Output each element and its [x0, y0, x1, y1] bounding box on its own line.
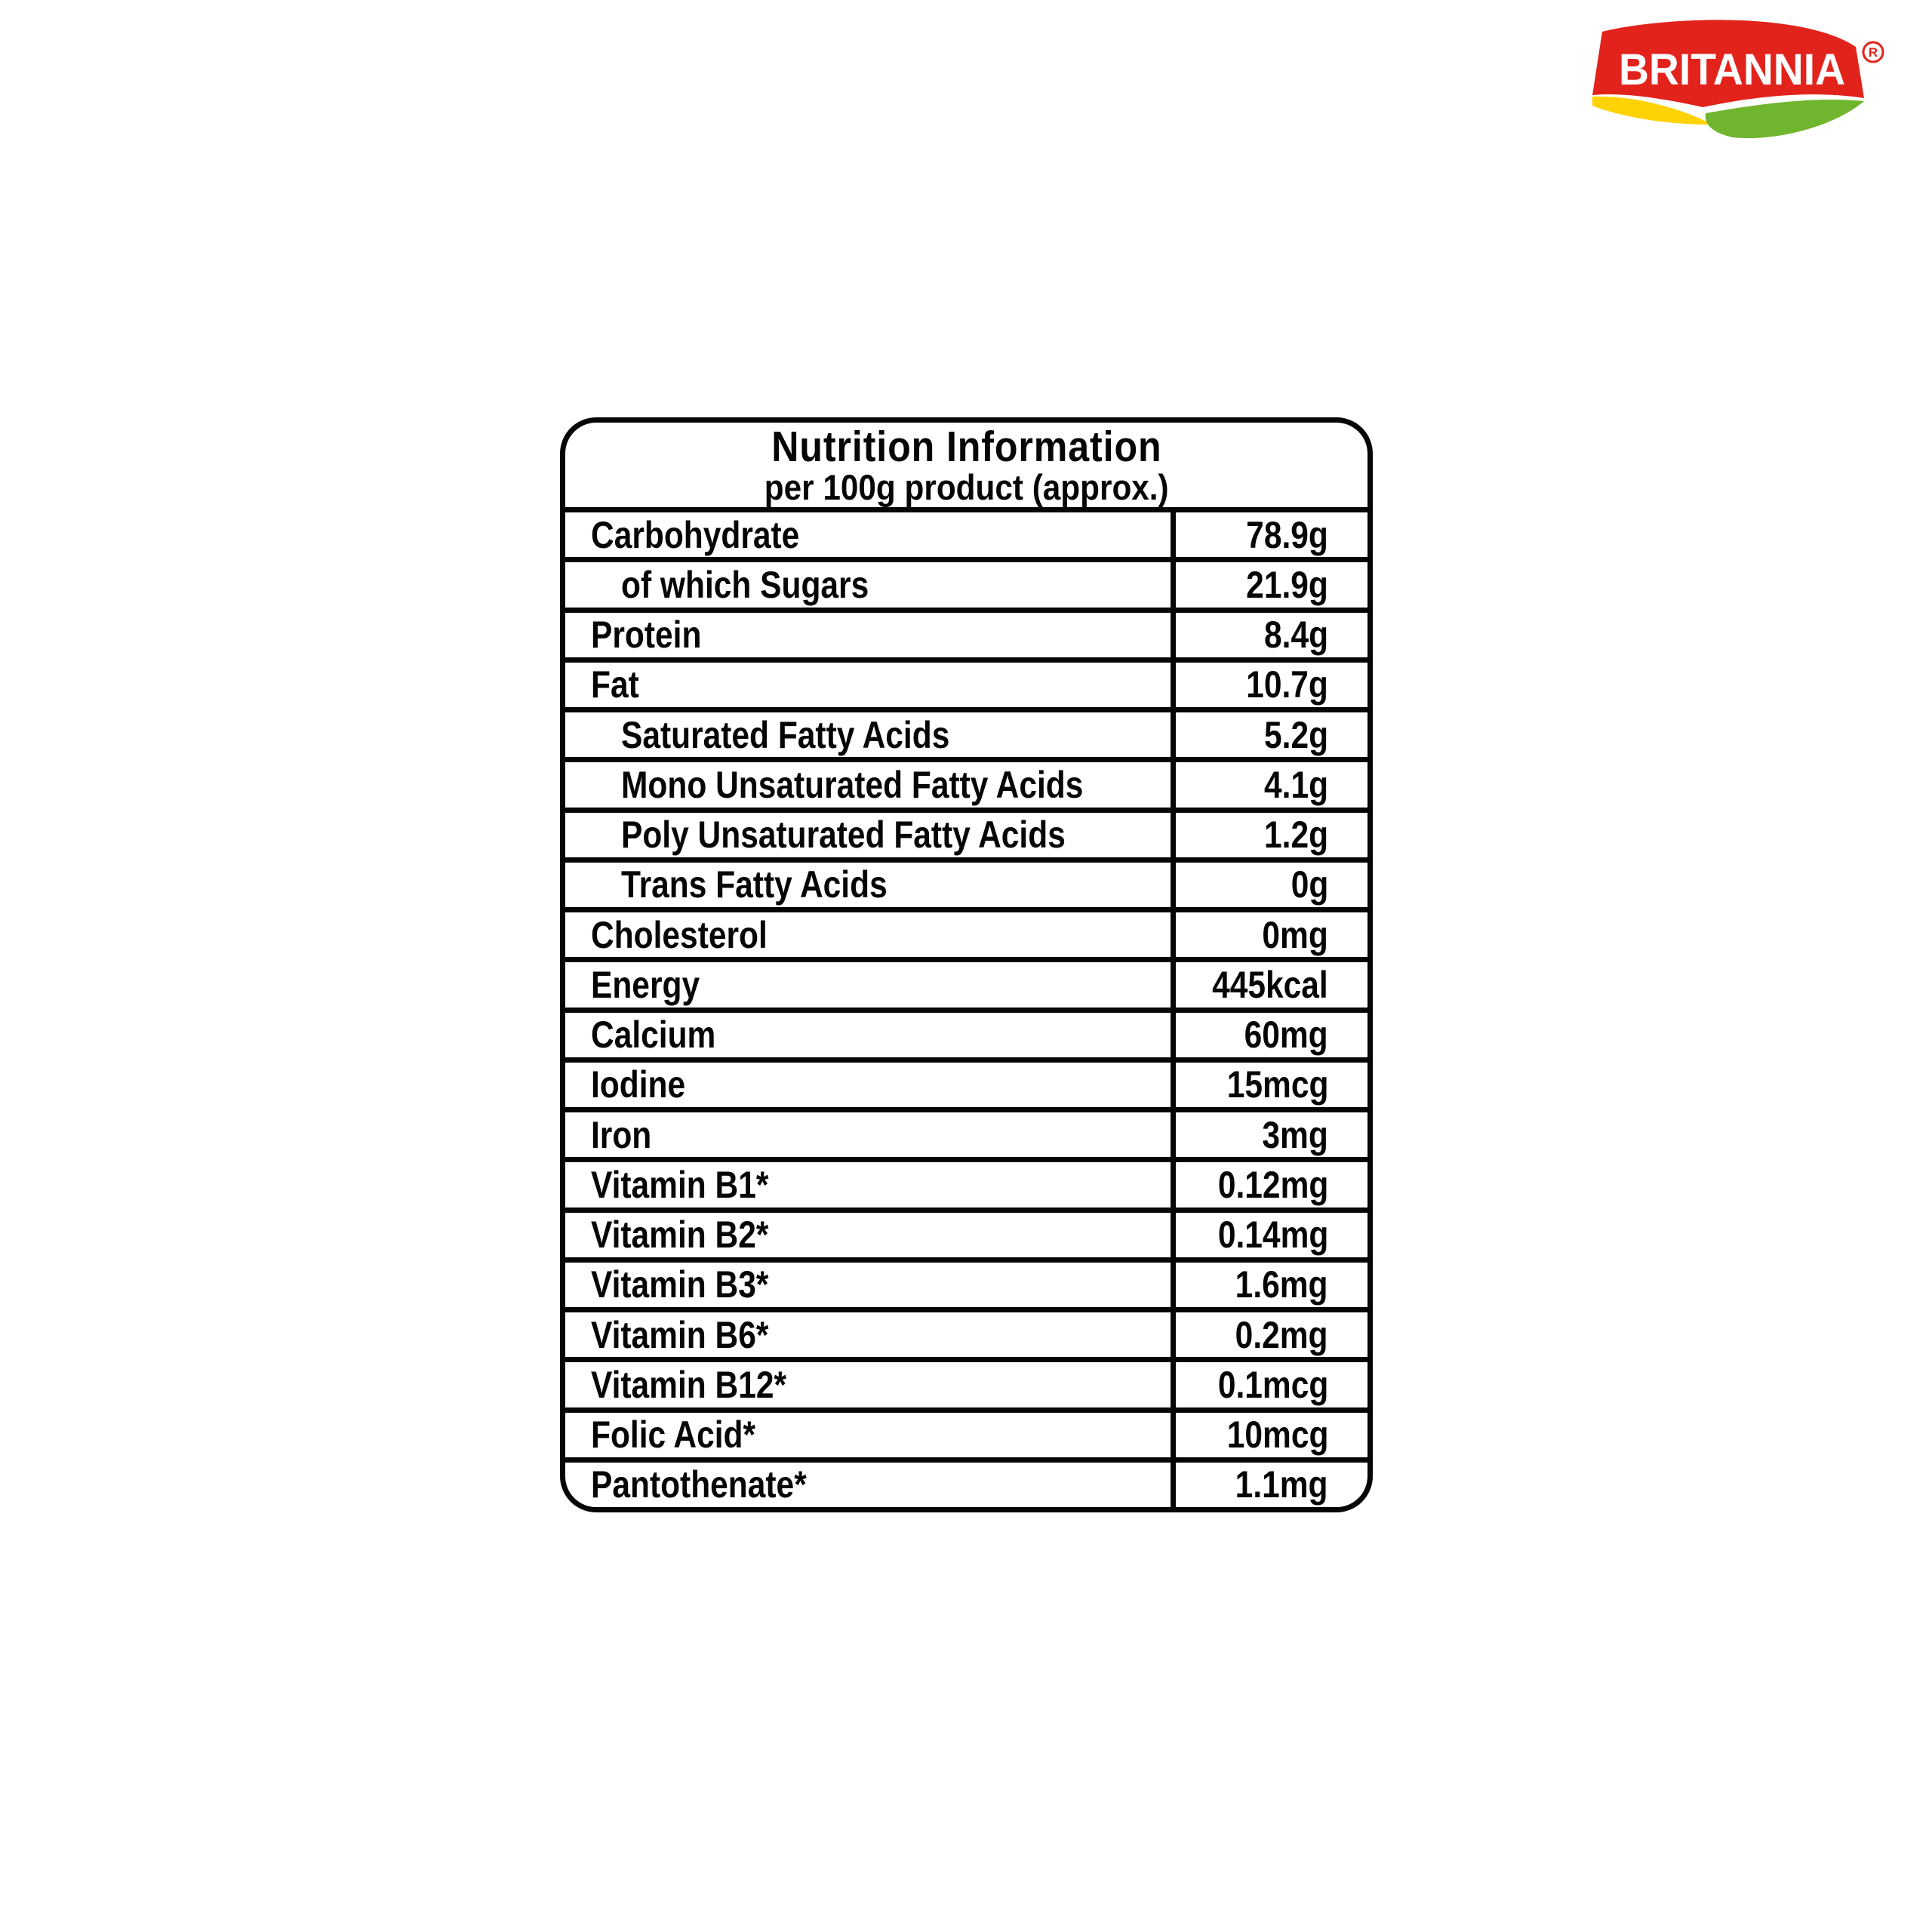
nutrient-value: 0.2mg — [1235, 1313, 1328, 1356]
nutrient-label: Mono Unsaturated Fatty Acids — [621, 763, 1084, 806]
nutrient-label-cell — [565, 1112, 1171, 1157]
britannia-logo — [1591, 15, 1893, 151]
nutrient-value: 0.1mcg — [1217, 1363, 1328, 1406]
nutrient-label: Energy — [591, 963, 700, 1006]
nutrient-value: 8.4g — [1263, 614, 1328, 657]
nutrient-label: Pantothenate* — [591, 1463, 807, 1506]
nutrient-value: 0g — [1291, 863, 1328, 906]
nutrient-label-cell — [565, 762, 1171, 807]
nutrient-label: Saturated Fatty Acids — [621, 713, 950, 756]
nutrient-value: 0.12mg — [1217, 1163, 1328, 1206]
nutrient-value: 10.7g — [1246, 663, 1328, 706]
nutrient-label-cell — [565, 1162, 1171, 1207]
nutrient-value-cell — [1171, 1013, 1367, 1057]
nutrient-value: 10mcg — [1226, 1414, 1328, 1457]
nutrient-value: 0.14mg — [1217, 1214, 1328, 1257]
nutrient-value-cell — [1171, 512, 1367, 557]
table-subtitle: per 100g product (approx.) — [764, 467, 1169, 507]
nutrient-label-cell — [565, 912, 1171, 957]
nutrient-label: Fat — [591, 663, 639, 706]
nutrient-value-cell — [1171, 1162, 1367, 1207]
table-row — [565, 1307, 1367, 1357]
nutrient-label-cell — [565, 1413, 1171, 1457]
nutrient-label-cell — [565, 1063, 1171, 1107]
table-row — [565, 1357, 1367, 1407]
table-title: Nutrition Information — [771, 423, 1162, 471]
nutrient-label-cell — [565, 1213, 1171, 1257]
nutrient-label-cell — [565, 813, 1171, 857]
nutrient-label-cell — [565, 1362, 1171, 1407]
nutrient-label: Carbohydrate — [591, 513, 800, 556]
nutrient-label-cell — [565, 613, 1171, 657]
nutrient-label: Vitamin B3* — [591, 1263, 769, 1306]
nutrient-value: 15mcg — [1226, 1063, 1328, 1106]
britannia-logo-graphic — [1591, 15, 1893, 151]
table-row — [565, 1407, 1367, 1457]
nutrient-value: 60mg — [1244, 1014, 1328, 1057]
nutrient-label: Folic Acid* — [591, 1414, 756, 1457]
logo-wordmark: BRITANNIA — [1619, 45, 1845, 94]
nutrient-value: 4.1g — [1263, 763, 1328, 806]
nutrient-label-cell — [565, 1263, 1171, 1307]
nutrient-label: Protein — [591, 614, 702, 657]
nutrient-label: Vitamin B1* — [591, 1163, 769, 1206]
nutrient-label: Iron — [591, 1113, 652, 1156]
table-row — [565, 757, 1367, 807]
table-row — [565, 657, 1367, 707]
table-row — [565, 1008, 1367, 1057]
nutrient-label-cell — [565, 1013, 1171, 1057]
nutrient-value-cell — [1171, 1413, 1367, 1457]
table-row — [565, 512, 1367, 557]
table-row — [565, 808, 1367, 857]
nutrient-value: 3mg — [1262, 1113, 1328, 1156]
table-row — [565, 557, 1367, 607]
nutrient-label: Poly Unsaturated Fatty Acids — [621, 814, 1066, 857]
table-row — [565, 957, 1367, 1007]
nutrient-value-cell — [1171, 1263, 1367, 1307]
nutrient-label-cell — [565, 1312, 1171, 1357]
nutrient-label: Vitamin B2* — [591, 1214, 769, 1257]
table-row — [565, 1208, 1367, 1257]
nutrient-value-cell — [1171, 1312, 1367, 1357]
nutrient-label-cell — [565, 863, 1171, 907]
nutrient-label-cell — [565, 962, 1171, 1007]
nutrient-label: Iodine — [591, 1063, 686, 1106]
table-row — [565, 1157, 1367, 1207]
table-row — [565, 608, 1367, 657]
nutrient-value-cell — [1171, 613, 1367, 657]
logo-green-swoosh — [1706, 100, 1864, 138]
nutrient-value: 0mg — [1262, 913, 1328, 956]
nutrient-label: of which Sugars — [621, 563, 869, 606]
table-row — [565, 1107, 1367, 1157]
table-rows — [565, 512, 1367, 1507]
registered-trademark-letter: R — [1868, 45, 1878, 60]
nutrient-value-cell — [1171, 712, 1367, 757]
nutrient-value-cell — [1171, 1063, 1367, 1107]
nutrient-value-cell — [1171, 863, 1367, 907]
table-row — [565, 1257, 1367, 1307]
table-row — [565, 707, 1367, 757]
table-row — [565, 857, 1367, 907]
nutrient-value-cell — [1171, 762, 1367, 807]
nutrient-label-cell — [565, 562, 1171, 607]
nutrient-value: 21.9g — [1246, 563, 1328, 606]
nutrient-value-cell — [1171, 663, 1367, 707]
nutrient-value-cell — [1171, 1463, 1367, 1507]
nutrient-label-cell — [565, 512, 1171, 557]
table-row — [565, 1057, 1367, 1107]
nutrient-label-cell — [565, 1463, 1171, 1507]
nutrient-value: 5.2g — [1263, 713, 1328, 756]
nutrition-table — [560, 417, 1373, 1512]
table-header — [565, 423, 1367, 512]
nutrient-label: Trans Fatty Acids — [621, 863, 888, 906]
nutrient-value: 445kcal — [1212, 963, 1328, 1006]
nutrient-label: Vitamin B6* — [591, 1313, 769, 1356]
nutrient-value: 1.2g — [1263, 814, 1328, 857]
nutrient-value-cell — [1171, 912, 1367, 957]
nutrient-value-cell — [1171, 962, 1367, 1007]
nutrient-value: 78.9g — [1246, 513, 1328, 556]
nutrient-value-cell — [1171, 562, 1367, 607]
table-row — [565, 907, 1367, 957]
nutrient-label-cell — [565, 663, 1171, 707]
nutrient-value: 1.6mg — [1235, 1263, 1328, 1306]
nutrient-label: Calcium — [591, 1014, 716, 1057]
nutrient-value-cell — [1171, 1362, 1367, 1407]
nutrient-value-cell — [1171, 1112, 1367, 1157]
table-row — [565, 1457, 1367, 1507]
nutrient-label: Cholesterol — [591, 913, 768, 956]
nutrient-value-cell — [1171, 813, 1367, 857]
nutrient-label-cell — [565, 712, 1171, 757]
nutrient-value-cell — [1171, 1213, 1367, 1257]
nutrient-label: Vitamin B12* — [591, 1363, 787, 1406]
nutrient-value: 1.1mg — [1235, 1463, 1328, 1506]
